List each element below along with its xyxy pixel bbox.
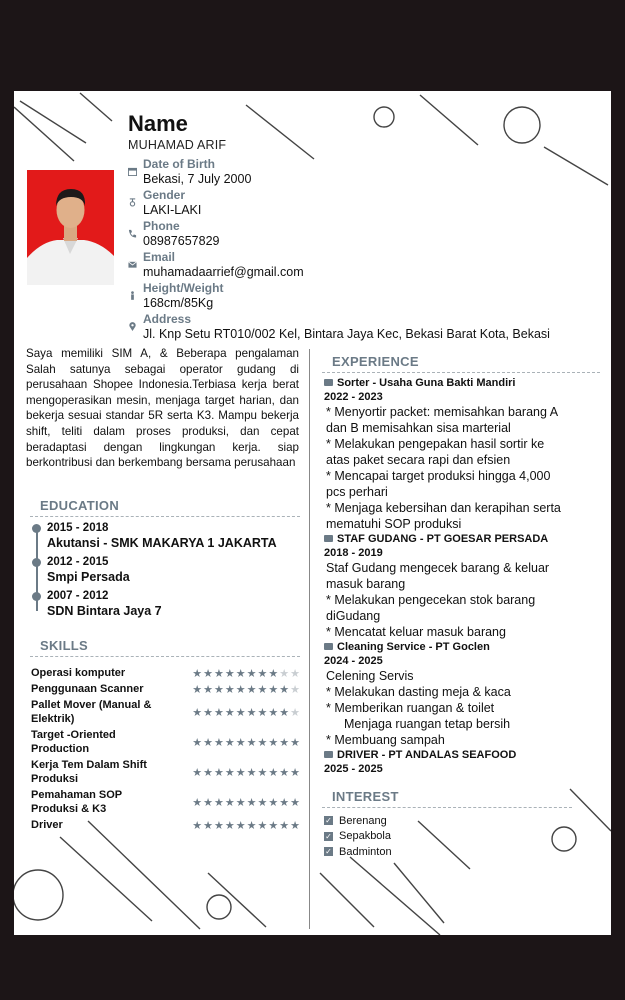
- star-icon: ★: [203, 796, 214, 809]
- info-phone: [128, 219, 550, 250]
- education-list: [32, 521, 302, 623]
- job-line: * Menyortir packet: memisahkan barang A: [326, 405, 559, 419]
- job-entry: [324, 532, 606, 640]
- star-icon: ★: [235, 766, 247, 779]
- star-icon: ★: [214, 706, 225, 719]
- info-date-of-birth: [128, 157, 550, 188]
- education-school: SDN Bintara Jaya 7: [47, 604, 162, 618]
- job-title: DRIVER - PT ANDALAS SEAFOOD: [337, 749, 517, 761]
- interest-label: Badminton: [339, 845, 392, 858]
- column-divider: [309, 349, 310, 929]
- job-line: diGudang: [326, 609, 381, 623]
- timeline-dot-icon: [32, 592, 41, 601]
- checkbox-icon: ✓: [325, 847, 332, 857]
- phone-icon: [128, 229, 137, 238]
- info-label: Date of Birth: [143, 157, 215, 171]
- star-icon: ★: [257, 706, 269, 719]
- star-icon: ★: [235, 736, 247, 749]
- star-icon: ★: [246, 667, 258, 680]
- gender-icon: [128, 198, 137, 207]
- job-header: [324, 640, 606, 654]
- skill-rating: [192, 766, 301, 779]
- education-title: EDUCATION: [40, 498, 120, 513]
- skill-name: Operasi komputer: [31, 667, 126, 679]
- skill-rating: [192, 796, 301, 809]
- star-icon: ★: [268, 766, 280, 779]
- education-item: [32, 521, 302, 555]
- star-icon: ★: [192, 736, 204, 749]
- star-icon: ★: [203, 667, 214, 680]
- interest-item: [324, 844, 392, 860]
- skills-rule: [30, 656, 300, 657]
- star-icon: ★: [214, 766, 225, 779]
- star-icon: ★: [246, 706, 258, 719]
- star-icon: ★: [279, 706, 291, 719]
- info-address: [128, 312, 550, 343]
- info-label: Address: [143, 312, 192, 326]
- education-school: Akutansi - SMK MAKARYA 1 JAKARTA: [47, 536, 277, 550]
- star-icon: ★: [235, 706, 247, 719]
- job-line: * Mencatat keluar masuk barang: [326, 625, 506, 639]
- timeline-dot-icon: [32, 558, 41, 567]
- star-icon: ★: [192, 796, 204, 809]
- interest-list: [324, 813, 392, 860]
- skill-rating: [192, 683, 301, 696]
- job-line: pcs perhari: [326, 485, 388, 499]
- star-icon: ★: [290, 683, 301, 696]
- experience-title: EXPERIENCE: [332, 354, 419, 369]
- star-icon: ★: [203, 736, 214, 749]
- star-icon: ★: [224, 766, 236, 779]
- job-line: dan B memisahkan sisa marterial: [326, 421, 511, 435]
- info-value: muhamadaarrief@gmail.com: [143, 265, 304, 279]
- job-line: * Membuang sampah: [326, 733, 445, 747]
- star-icon: ★: [224, 683, 236, 696]
- job-title: Cleaning Service - PT Goclen: [337, 641, 490, 653]
- info-height-weight: [128, 281, 550, 312]
- interest-item: [324, 813, 392, 829]
- profile-photo: [27, 170, 114, 285]
- job-line: * Melakukan dasting meja & kaca: [326, 685, 511, 699]
- profile-summary: Saya memiliki SIM A, & Beberapa pengalaman Salah satunya sebagai operator gudang di perusahaan Shopee Indonesia.Terbiasa kerja berat mengoperasikan mesin, menjaga target harian, dan bekerja sesuai standar 5R serta K3. Mampu bekerja shift, teliti dalam proses produksi, dan cepat beradaptasi dengan lingkungan kerja. siap berkontribusi dan berkembang bersama perusahaan: [26, 347, 299, 470]
- star-icon: ★: [279, 766, 291, 779]
- star-icon: ★: [290, 706, 301, 719]
- star-icon: ★: [192, 766, 204, 779]
- star-icon: ★: [203, 706, 214, 719]
- star-icon: ★: [246, 766, 258, 779]
- info-label: Email: [143, 250, 176, 264]
- briefcase-icon: [324, 643, 333, 650]
- star-icon: ★: [203, 819, 214, 832]
- star-icon: ★: [203, 766, 214, 779]
- star-icon: ★: [246, 683, 258, 696]
- skill-name: Target -Oriented Production: [31, 729, 116, 755]
- star-icon: ★: [214, 736, 225, 749]
- star-icon: ★: [192, 819, 204, 832]
- job-line: * Menjaga kebersihan dan kerapihan serta: [326, 501, 561, 515]
- job-header: [324, 532, 606, 546]
- briefcase-icon: [324, 379, 333, 386]
- interest-rule: [322, 807, 572, 808]
- job-entry: [324, 640, 606, 748]
- job-period: 2025 - 2025: [324, 763, 383, 775]
- info-label: Phone: [143, 219, 180, 233]
- star-icon: ★: [268, 819, 280, 832]
- interest-label: Berenang: [339, 814, 387, 827]
- skill-rating: [192, 819, 301, 832]
- skill-row: [31, 787, 301, 817]
- star-icon: ★: [214, 683, 225, 696]
- star-icon: ★: [224, 736, 236, 749]
- education-years: 2012 - 2015: [47, 556, 109, 568]
- interest-item: [324, 829, 392, 845]
- star-icon: ★: [214, 667, 225, 680]
- star-icon: ★: [192, 667, 204, 680]
- experience-list: [324, 376, 606, 776]
- star-icon: ★: [268, 706, 280, 719]
- job-line: * Melakukan pengecekan stok barang: [326, 593, 536, 607]
- star-icon: ★: [279, 819, 291, 832]
- job-line: Celening Servis: [326, 669, 414, 683]
- info-gender: [128, 188, 550, 219]
- skill-row: [31, 727, 301, 757]
- job-line: * Memberikan ruangan & toilet: [326, 701, 495, 715]
- person-icon: [128, 291, 137, 300]
- education-years: 2015 - 2018: [47, 522, 109, 534]
- star-icon: ★: [290, 766, 301, 779]
- person-avatar-icon: [27, 170, 114, 285]
- skill-rating: [192, 667, 301, 680]
- star-icon: ★: [257, 796, 269, 809]
- education-school: Smpi Persada: [47, 570, 130, 584]
- skill-row: [31, 681, 301, 697]
- star-icon: ★: [214, 819, 225, 832]
- briefcase-icon: [324, 751, 333, 758]
- location-icon: [128, 322, 137, 331]
- star-icon: ★: [235, 667, 247, 680]
- skill-row: [31, 817, 301, 833]
- calendar-icon: [128, 167, 137, 176]
- skill-name: Pemahaman SOP Produksi & K3: [31, 789, 122, 815]
- star-icon: ★: [246, 819, 258, 832]
- skill-name: Penggunaan Scanner: [31, 683, 144, 695]
- job-line: Menjaga ruangan tetap bersih: [344, 717, 511, 731]
- star-icon: ★: [268, 796, 280, 809]
- star-icon: ★: [224, 796, 236, 809]
- info-value: Bekasi, 7 July 2000: [143, 172, 252, 186]
- star-icon: ★: [279, 736, 291, 749]
- job-line: atas paket secara rapi dan efsien: [326, 453, 511, 467]
- skill-name: Pallet Mover (Manual & Elektrik): [31, 699, 152, 725]
- job-period: 2018 - 2019: [324, 547, 383, 559]
- personal-info: [128, 157, 550, 343]
- star-icon: ★: [224, 706, 236, 719]
- star-icon: ★: [290, 667, 301, 680]
- star-icon: ★: [257, 736, 269, 749]
- star-icon: ★: [235, 796, 247, 809]
- job-line: * Melakukan pengepakan hasil sortir ke: [326, 437, 545, 451]
- skill-row: [31, 757, 301, 787]
- star-icon: ★: [246, 796, 258, 809]
- star-icon: ★: [214, 796, 225, 809]
- job-period: 2024 - 2025: [324, 655, 383, 667]
- checkbox-icon: ✓: [325, 831, 332, 841]
- info-label: Height/Weight: [143, 281, 224, 295]
- briefcase-icon: [324, 535, 333, 542]
- job-title: Sorter - Usaha Guna Bakti Mandiri: [337, 377, 516, 389]
- info-email: [128, 250, 550, 281]
- star-icon: ★: [257, 667, 269, 680]
- skill-rating: [192, 706, 301, 719]
- job-line: mematuhi SOP produksi: [326, 517, 462, 531]
- info-label: Gender: [143, 188, 186, 202]
- star-icon: ★: [290, 736, 301, 749]
- interest-title: INTEREST: [332, 789, 399, 804]
- job-period: 2022 - 2023: [324, 391, 383, 403]
- star-icon: ★: [279, 683, 291, 696]
- job-line: Staf Gudang mengecek barang & keluar: [326, 561, 550, 575]
- skill-row: [31, 665, 301, 681]
- education-item: [32, 589, 302, 623]
- job-title: STAF GUDANG - PT GOESAR PERSADA: [337, 533, 549, 545]
- job-header: [324, 376, 606, 390]
- info-value: LAKI-LAKI: [143, 203, 202, 217]
- star-icon: ★: [224, 667, 236, 680]
- interest-label: Sepakbola: [339, 830, 391, 843]
- experience-rule: [322, 372, 600, 373]
- star-icon: ★: [268, 667, 280, 680]
- info-value: 08987657829: [143, 234, 220, 248]
- education-item: [32, 555, 302, 589]
- skills-title: SKILLS: [40, 638, 89, 653]
- job-line: * Mencapai target produksi hingga 4,000: [326, 469, 551, 483]
- star-icon: ★: [203, 683, 214, 696]
- education-years: 2007 - 2012: [47, 590, 109, 602]
- star-icon: ★: [235, 819, 247, 832]
- page-title: Name: [128, 111, 188, 136]
- info-value: 168cm/85Kg: [143, 296, 214, 310]
- star-icon: ★: [290, 819, 301, 832]
- checkbox-icon: ✓: [325, 816, 332, 826]
- star-icon: ★: [257, 683, 269, 696]
- star-icon: ★: [279, 667, 291, 680]
- star-icon: ★: [235, 683, 247, 696]
- skill-name: Kerja Tem Dalam Shift Produksi: [31, 759, 147, 785]
- skill-rating: [192, 736, 301, 749]
- star-icon: ★: [257, 766, 269, 779]
- star-icon: ★: [257, 819, 269, 832]
- job-entry: [324, 748, 606, 776]
- info-value: Jl. Knp Setu RT010/002 Kel, Bintara Jaya Kec, Bekasi Barat Kota, Bekasi: [143, 327, 550, 341]
- skill-name: Driver: [31, 819, 63, 831]
- education-rule: [30, 516, 300, 517]
- job-entry: [324, 376, 606, 532]
- skills-list: [31, 665, 301, 833]
- star-icon: ★: [246, 736, 258, 749]
- star-icon: ★: [268, 683, 280, 696]
- star-icon: ★: [279, 796, 291, 809]
- resume-page: [14, 91, 611, 935]
- star-icon: ★: [192, 706, 204, 719]
- timeline-dot-icon: [32, 524, 41, 533]
- star-icon: ★: [224, 819, 236, 832]
- full-name: MUHAMAD ARIF: [128, 138, 227, 152]
- job-line: masuk barang: [326, 577, 406, 591]
- star-icon: ★: [192, 683, 204, 696]
- skill-row: [31, 697, 301, 727]
- star-icon: ★: [268, 736, 280, 749]
- job-header: [324, 748, 606, 762]
- star-icon: ★: [290, 796, 301, 809]
- email-icon: [128, 260, 137, 269]
